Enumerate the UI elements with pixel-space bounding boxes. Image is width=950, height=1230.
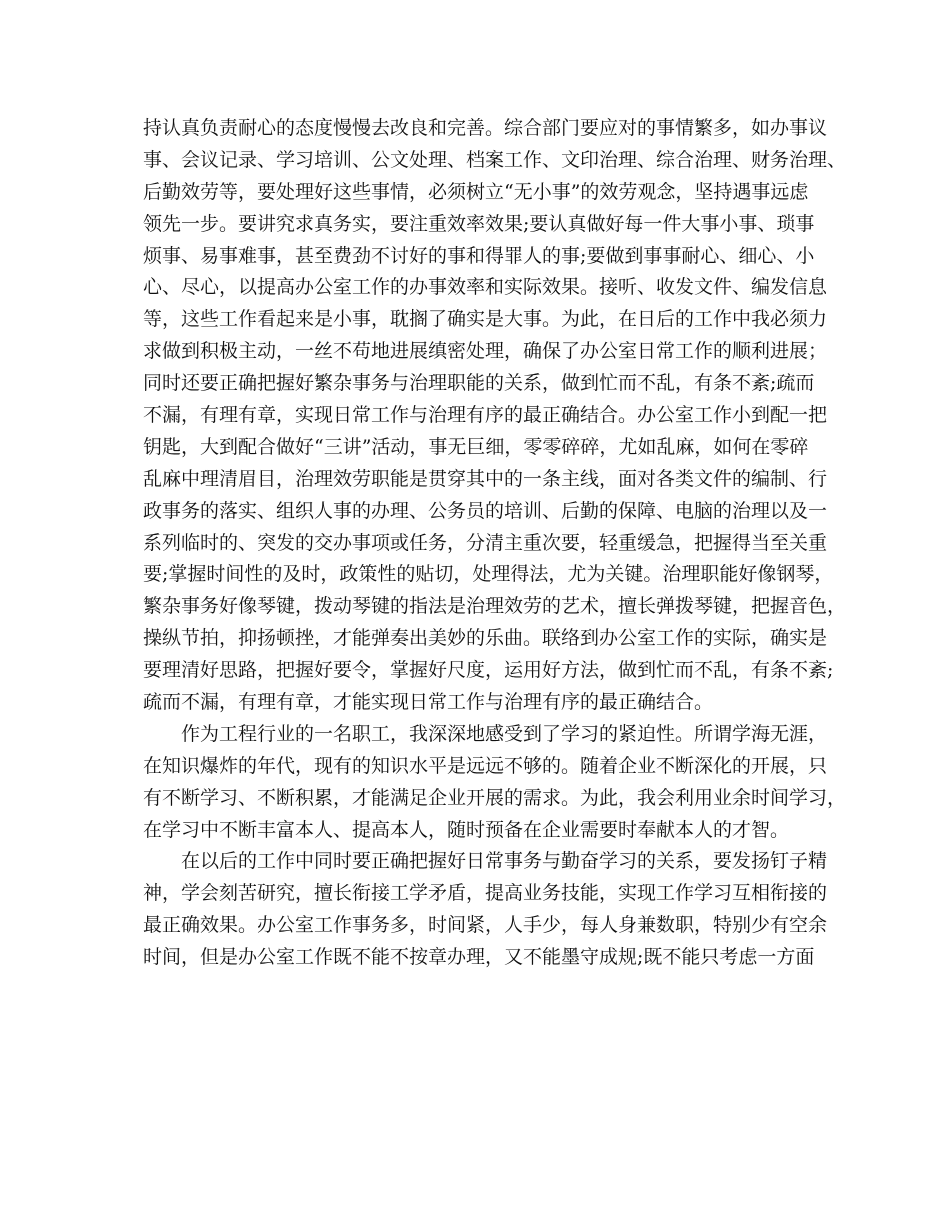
text-line: 同时还要正确把握好繁杂事务与治理职能的关系，做到忙而不乱，有条不紊;疏而 xyxy=(143,372,815,395)
text-line: 心、尽心，以提高办公室工作的办事效率和实际效果。接听、收发文件、编发信息 xyxy=(143,276,828,299)
text-line: 作为工程行业的一名职工，我深深地感受到了学习的紧迫性。所谓学海无涯， xyxy=(181,722,828,745)
paragraph-3 xyxy=(143,846,828,974)
text-line: 钥匙，大到配合做好“三讲”活动，事无巨细，零零碎碎，尤如乱麻，如何在零碎 xyxy=(143,435,809,458)
text-line: 领先一步。要讲究求真务实，要注重效率效果;要认真做好每一件大事小事、琐事 xyxy=(143,212,815,235)
text-line: 有不断学习、不断积累，才能满足企业开展的需求。为此，我会利用业余时间学习， xyxy=(143,786,847,809)
text-line: 操纵节拍，抑扬顿挫，才能弹奏出美妙的乐曲。联络到办公室工作的实际，确实是 xyxy=(143,627,828,650)
text-line: 烦事、易事难事，甚至费劲不讨好的事和得罪人的事;要做到事事耐心、细心、小 xyxy=(143,244,815,267)
text-line: 求做到积极主动，一丝不苟地进展缜密处理，确保了办公室日常工作的顺利进展； xyxy=(143,340,828,363)
text-line: 要;掌握时间性的及时，政策性的贴切，处理得法，尤为关键。治理职能好像钢琴， xyxy=(143,563,834,586)
text-line: 政事务的落实、组织人事的办理、公务员的培训、后勤的保障、电脑的治理以及一 xyxy=(143,499,828,522)
text-line: 繁杂事务好像琴键，拨动琴键的指法是治理效劳的艺术，擅长弹拨琴键，把握音色， xyxy=(143,595,847,618)
text-line: 在以后的工作中同时要正确把握好日常事务与勤奋学习的关系，要发扬钉子精 xyxy=(181,850,828,873)
text-line: 神，学会刻苦研究，擅长衔接工学矛盾，提高业务技能，实现工作学习互相衔接的 xyxy=(143,882,828,905)
text-line: 系列临时的、突发的交办事项或任务，分清主重次要，轻重缓急，把握得当至关重 xyxy=(143,531,828,554)
text-line: 时间，但是办公室工作既不能不按章办理，又不能墨守成规;既不能只考虑一方面 xyxy=(143,946,815,969)
text-line: 乱麻中理清眉目，治理效劳职能是贯穿其中的一条主线，面对各类文件的编制、行 xyxy=(143,467,828,490)
text-line: 后勤效劳等，要处理好这些事情，必须树立“无小事”的效劳观念，坚持遇事远虑 xyxy=(143,180,809,203)
text-line: 不漏，有理有章，实现日常工作与治理有序的最正确结合。办公室工作小到配一把 xyxy=(143,404,828,427)
text-line: 事、会议记录、学习培训、公文处理、档案工作、文印治理、综合治理、财务治理、 xyxy=(143,148,847,171)
text-line: 要理清好思路，把握好要令，掌握好尺度，运用好方法，做到忙而不乱，有条不紊; xyxy=(143,659,834,682)
text-line: 疏而不漏，有理有章，才能实现日常工作与治理有序的最正确结合。 xyxy=(143,691,714,714)
text-line: 在知识爆炸的年代，现有的知识水平是远远不够的。随着企业不断深化的开展，只 xyxy=(143,754,828,777)
paragraph-2 xyxy=(143,719,847,847)
text-line: 持认真负责耐心的态度慢慢去改良和完善。综合部门要应对的事情繁多，如办事议 xyxy=(143,117,828,139)
paragraph-1 xyxy=(143,113,847,719)
text-line: 最正确效果。办公室工作事务多，时间紧，人手少，每人身兼数职，特别少有空余 xyxy=(143,914,828,937)
text-line: 等，这些工作看起来是小事，耽搁了确实是大事。为此，在日后的工作中我必须力 xyxy=(143,308,828,331)
document-body xyxy=(143,113,847,974)
text-line: 在学习中不断丰富本人、提高本人，随时预备在企业需要时奉献本人的才智。 xyxy=(143,818,790,841)
